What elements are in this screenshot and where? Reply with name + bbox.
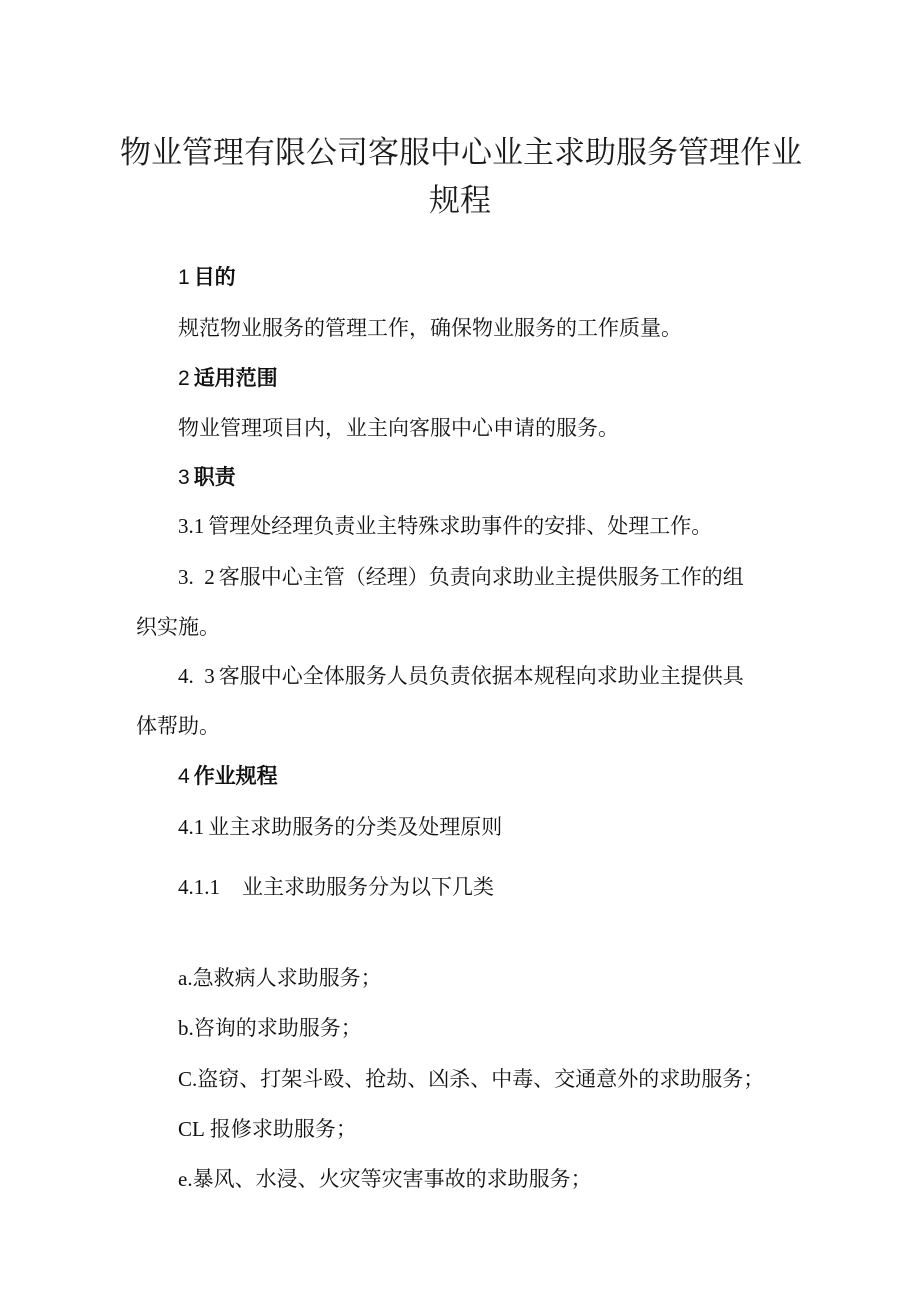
list-item	[178, 1069, 764, 1090]
duty-item-3-1	[178, 516, 712, 537]
document-title-line-2: 规程	[429, 183, 491, 219]
list-item	[178, 968, 382, 989]
subsection-title: 业主求助服务分为以下几类	[242, 875, 494, 899]
subsection-number: 4.1	[178, 815, 205, 839]
list-item-text: 报修求助服务；	[209, 1117, 357, 1141]
section-title: 适用范围	[193, 366, 278, 390]
list-item-text: 暴风、水浸、火灾等灾害事故的求助服务；	[192, 1167, 592, 1191]
section-title: 目的	[193, 265, 236, 289]
list-item	[178, 1018, 362, 1039]
list-item	[178, 1169, 592, 1190]
section-heading-purpose	[178, 267, 236, 288]
duty-item-3-3-continuation: 体帮助。	[136, 714, 220, 738]
document-title-line-1: 物业管理有限公司客服中心业主求助服务管理作业	[120, 135, 802, 171]
subsection-4-1-1	[178, 877, 494, 898]
section-heading-duties	[178, 467, 236, 488]
duty-number: 4. 3	[178, 664, 215, 688]
list-marker: a.	[178, 966, 193, 990]
duty-text: 客服中心全体服务人员负责依据本规程向求助业主提供具	[218, 664, 744, 688]
purpose-paragraph: 规范物业服务的管理工作，确保物业服务的工作质量。	[178, 316, 682, 340]
duty-item-3-3	[178, 666, 744, 687]
section-number: 4	[178, 765, 190, 788]
section-title: 职责	[193, 465, 236, 489]
duty-item-3-2-continuation: 织实施。	[136, 615, 220, 639]
list-item-text: 盗窃、打架斗殴、抢劫、凶杀、中毒、交通意外的求助服务；	[197, 1067, 765, 1091]
list-item	[178, 1119, 357, 1140]
list-marker: C.	[178, 1067, 198, 1091]
section-title: 作业规程	[193, 764, 278, 788]
section-heading-procedure	[178, 766, 278, 787]
section-number: 1	[178, 266, 190, 289]
list-marker: e.	[178, 1167, 193, 1191]
section-number: 2	[178, 367, 190, 390]
list-marker: b.	[178, 1016, 194, 1040]
section-heading-scope	[178, 368, 278, 389]
duty-number: 3.1	[178, 514, 205, 538]
duty-number: 3. 2	[178, 565, 215, 589]
section-number: 3	[178, 466, 190, 489]
list-item-text: 咨询的求助服务；	[193, 1016, 362, 1040]
duty-text: 客服中心主管（经理）负责向求助业主提供服务工作的组	[218, 565, 744, 589]
scope-paragraph: 物业管理项目内，业主向客服中心申请的服务。	[178, 416, 619, 440]
list-marker: CL	[178, 1117, 205, 1141]
subsection-number: 4.1.1	[178, 875, 220, 899]
list-item-text: 急救病人求助服务；	[192, 966, 382, 990]
duty-item-3-2	[178, 567, 744, 588]
subsection-4-1	[178, 817, 502, 838]
subsection-title: 业主求助服务的分类及处理原则	[208, 815, 503, 839]
duty-text: 管理处经理负责业主特殊求助事件的安排、处理工作。	[208, 514, 713, 538]
